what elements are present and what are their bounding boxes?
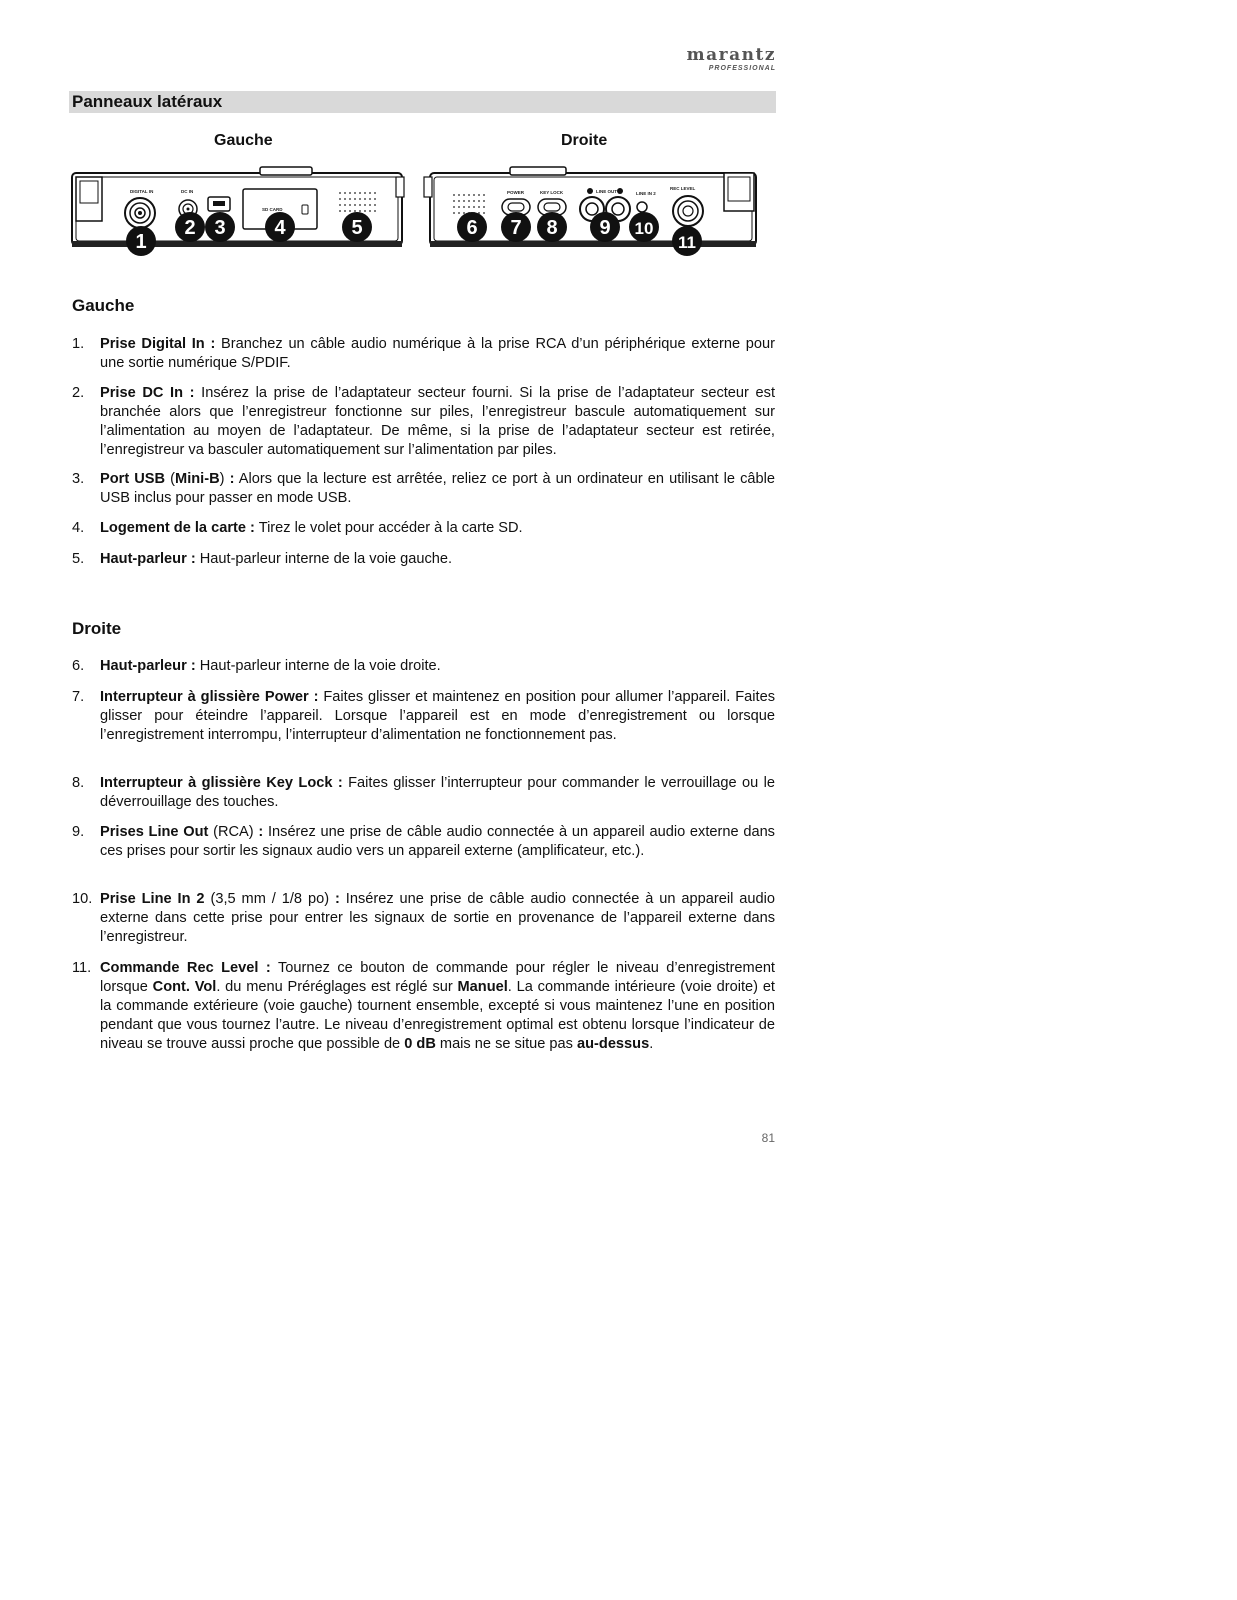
right-label-line-out: LINE OUT [596, 189, 617, 194]
list-item: 2. Prise DC In : Insérez la prise de l’adaptateur secteur fourni. Si la prise de l’adaptateur secteur est branchée alors que l’enregistreur fonctionne sur piles, l’enregistreur bascule automatiquement sur l’alimentation au moyen de l’adaptateur. De même, si la prise de l’adaptateur secteur est retirée, l’enregistreur va basculer automatiquement sur l’alimentation par piles. [72, 385, 775, 458]
list-item: 4. Logement de la carte : Tirez le volet pour accéder à la carte SD. [72, 520, 523, 536]
list-item: 10. Prise Line In 2 (3,5 mm / 1/8 po) : Insérez une prise de câble audio connectée à un appareil audio externe dans cette prise pour entrer les signaux de sortie en provenance de l’appareil externe dans l’enregistreur. [72, 891, 775, 945]
section-title-bar [69, 91, 776, 113]
line-in-2-jack-icon [637, 202, 647, 212]
svg-text:3: 3 [214, 217, 226, 239]
left-label-sd-card: SD CARD [262, 207, 283, 212]
left-heading: Gauche [72, 296, 135, 315]
svg-text:11: 11 [678, 233, 696, 252]
list-item: 3. Port USB (Mini-B) : Alors que la lecture est arrêtée, reliez ce port à un ordinateur en utilisant le câble USB inclus pour passer en mode USB. [72, 471, 775, 506]
list-item: 5. Haut-parleur : Haut-parleur interne de la voie gauche. [72, 551, 453, 567]
callout-7 [501, 212, 531, 242]
callout-9 [590, 212, 620, 242]
svg-text:4: 4 [274, 217, 286, 239]
list-item: 1. Prise Digital In : Branchez un câble audio numérique à la prise RCA d’un périphérique externe pour une sortie numérique S/PDIF. [72, 336, 775, 371]
svg-text:10: 10 [634, 219, 654, 238]
callout-1 [126, 226, 156, 256]
callout-4 [265, 212, 295, 242]
right-panel-label: Droite [561, 132, 608, 149]
right-heading: Droite [72, 619, 122, 638]
rec-level-knob-icon [673, 196, 703, 226]
callout-10 [629, 212, 659, 242]
logo-tagline: PROFESSIONAL [708, 65, 776, 72]
svg-text:9: 9 [599, 217, 611, 239]
left-label-digital-in: DIGITAL IN [130, 189, 154, 194]
logo-brand-text: marantz [686, 45, 776, 65]
left-panel-label: Gauche [214, 132, 273, 149]
side-panels-diagram [70, 163, 776, 265]
list-item: 7. Interrupteur à glissière Power : Faites glisser et maintenez en position pour allumer l’appareil. Faites glisser pour éteindre l’appareil. Lorsque l’appareil est en mode d’enregistrement ou lorsque l’enregistrement interrompu, l’interrupteur d’alimentation ne fonctionnement pas. [72, 689, 775, 743]
list-item: 6. Haut-parleur : Haut-parleur interne de la voie droite. [72, 658, 441, 674]
right-label-line-in-2: LINE IN 2 [636, 191, 656, 196]
page-number: 81 [761, 1131, 775, 1145]
right-label-rec-level: REC LEVEL [670, 186, 696, 191]
svg-text:8: 8 [546, 217, 558, 239]
svg-text:7: 7 [510, 217, 522, 239]
section-title: Panneaux latéraux [72, 92, 223, 111]
list-item: 9. Prises Line Out (RCA) : Insérez une prise de câble audio connectée à un appareil audio externe dans ces prises pour sortir les signaux audio vers un appareil externe (amplificateur, etc.). [72, 824, 775, 859]
svg-text:6: 6 [466, 217, 478, 239]
callout-11 [672, 226, 702, 256]
callout-6 [457, 212, 487, 242]
list-item: 8. Interrupteur à glissière Key Lock : Faites glisser l’interrupteur pour commander le verrouillage ou le déverrouillage des touches. [72, 775, 775, 810]
svg-text:5: 5 [351, 217, 363, 239]
right-label-power: POWER [507, 190, 525, 195]
svg-text:2: 2 [184, 217, 196, 239]
brand-logo [668, 47, 776, 73]
list-item: 11. Commande Rec Level : Tournez ce bouton de commande pour régler le niveau d’enregistrement lorsque Cont. Vol. du menu Préréglages est réglé sur Manuel. La commande intérieure (voie droite) et la commande extérieure (voie gauche) tournent ensemble, excepté si vous maintenez l’une en position pendant que vous tournez l’autre. Le niveau d’enregistrement optimal est obtenu lorsque l’indicateur de niveau se trouve aussi proche que possible de 0 dB mais ne se situe pas au-dessus. [72, 960, 775, 1052]
callout-3 [205, 212, 235, 242]
svg-text:1: 1 [135, 231, 147, 253]
callout-5 [342, 212, 372, 242]
callout-2 [175, 212, 205, 242]
digital-in-jack-icon [125, 198, 155, 228]
left-label-dc-in: DC IN [181, 189, 194, 194]
right-label-key-lock: KEY LOCK [540, 190, 564, 195]
callout-8 [537, 212, 567, 242]
